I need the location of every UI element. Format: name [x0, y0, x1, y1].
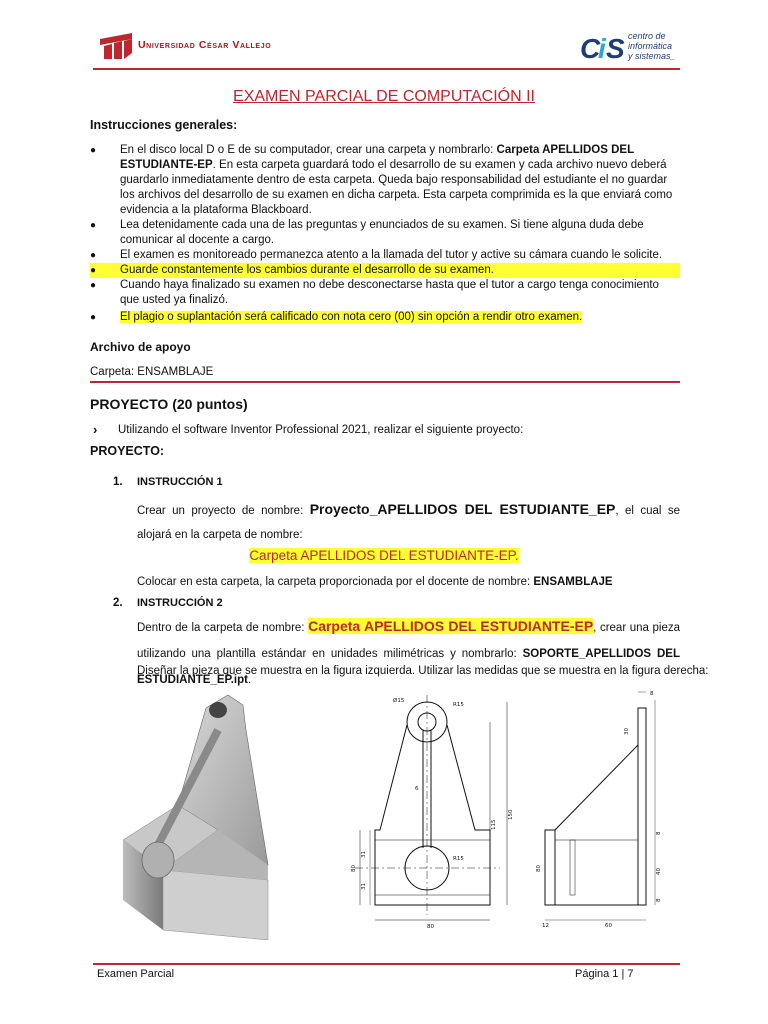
dim-side-12: 12 [542, 923, 549, 929]
instructions-heading: Instrucciones generales: [90, 118, 238, 132]
list-item: ● En el disco local D o E de su computador, crear una carpeta y nombrarlo: Carpeta APELLIDOS DEL ESTUDIANTE-EP. En esta carpeta guardará todo el desarrollo de su examen y cada archivo nuevo deberá guardarlo inmediatamente dentro de esta carpeta. Queda bajo responsabilidad del estudiante el no guardar los archivos del desarrollo de su examen en dicha carpeta. Esta carpeta comprimida es la que enviará como evidencia a la plataforma Blackboard. [90, 143, 680, 218]
arrow-bullet: › [93, 422, 98, 437]
side-view-drawing [530, 690, 670, 935]
ucv-logo-icon [100, 33, 132, 59]
support-heading: Archivo de apoyo [90, 340, 191, 354]
instruction-1-title: INSTRUCCIÓN 1 [137, 476, 223, 488]
dim-radius-bottom: R15 [453, 856, 464, 862]
instruction-1-place: Colocar en esta carpeta, la carpeta proporcionada por el docente de nombre: ENSAMBLAJE [137, 576, 613, 588]
project-heading: PROYECTO (20 puntos) [90, 396, 248, 412]
instruction-2-text: Dentro de la carpeta de nombre: Carpeta APELLIDOS DEL ESTUDIANTE-EP, crear una pieza utilizando una plantilla estándar en unidades milimétricas y nombrarlo: SOPORTE_APELLIDOS DEL ESTUDIANTE_EP.ipt. [137, 618, 680, 686]
dim-side-40: 40 [656, 868, 662, 875]
support-divider [90, 381, 680, 383]
dim-side-8-top: 8 [650, 691, 654, 697]
instruction-2-design: Diseñar la pieza que se muestra en la figura izquierda. Utilizar las medidas que se muestra en la figura derecha: [137, 665, 709, 677]
dim-diameter-top: Ø15 [393, 698, 405, 704]
list-item: ● Cuando haya finalizado su examen no debe desconectarse hasta que el tutor a cargo tenga conocimiento que usted ya finalizó. [90, 278, 680, 308]
svg-text:i: i [598, 33, 606, 64]
dim-slot-width: 6 [415, 786, 419, 792]
dim-31-top: 31 [361, 851, 367, 858]
dim-31-bottom: 31 [361, 883, 367, 890]
page-title: EXAMEN PARCIAL DE COMPUTACIÓN II [233, 88, 535, 105]
instruction-1-number: 1. [113, 476, 123, 488]
dim-side-8: 8 [656, 831, 662, 835]
support-folder: Carpeta: ENSAMBLAJE [90, 366, 214, 378]
svg-text:C: C [580, 33, 601, 64]
project-intro: Utilizando el software Inventor Professional 2021, realizar el siguiente proyecto: [118, 424, 524, 436]
dim-side-8-bottom: 8 [656, 898, 662, 902]
header-divider [93, 68, 680, 70]
list-item: ● Lea detenidamente cada una de las preguntas y enunciados de su examen. Si tiene alguna duda debe comunicar al docente a cargo. [90, 218, 680, 248]
instruction-2-number: 2. [113, 597, 123, 609]
instructions-list [90, 143, 680, 325]
cis-logo-icon [580, 30, 625, 64]
dim-front-width: 80 [427, 924, 434, 930]
front-view-drawing [335, 690, 525, 935]
footer-left: Examen Parcial [97, 968, 175, 980]
dim-height-inner: 115 [491, 819, 497, 830]
project-subheading: PROYECTO: [90, 444, 165, 458]
svg-text:S: S [606, 33, 625, 64]
list-item: ● Guarde constantemente los cambios durante el desarrollo de su examen. [90, 263, 680, 278]
isometric-part-figure [118, 690, 328, 940]
page-number: Página 1 | 7 [575, 968, 634, 980]
list-item: ● El plagio o suplantación será calificado con nota cero (00) sin opción a rendir otro examen. [90, 310, 680, 325]
footer-divider [93, 963, 680, 965]
dim-side-60: 60 [605, 923, 612, 929]
instruction-1-text: Crear un proyecto de nombre: Proyecto_APELLIDOS DEL ESTUDIANTE_EP, el cual se alojará en la carpeta de nombre: [137, 501, 680, 541]
instruction-1-folder: Carpeta APELLIDOS DEL ESTUDIANTE-EP. [249, 548, 519, 563]
dim-height-total: 150 [508, 809, 514, 820]
university-name: Universidad César Vallejo [138, 39, 272, 51]
dim-radius-top: R15 [453, 702, 464, 708]
dim-side-80: 80 [536, 865, 542, 872]
dim-side-30: 30 [624, 728, 630, 735]
list-item: ● El examen es monitoreado permanezca atento a la llamada del tutor y active su cámara cuando le solicite. [90, 248, 680, 263]
dim-80-height: 80 [351, 865, 357, 872]
instruction-2-title: INSTRUCCIÓN 2 [137, 597, 223, 609]
cis-text: centro de informática y sistemas_ [628, 31, 676, 61]
